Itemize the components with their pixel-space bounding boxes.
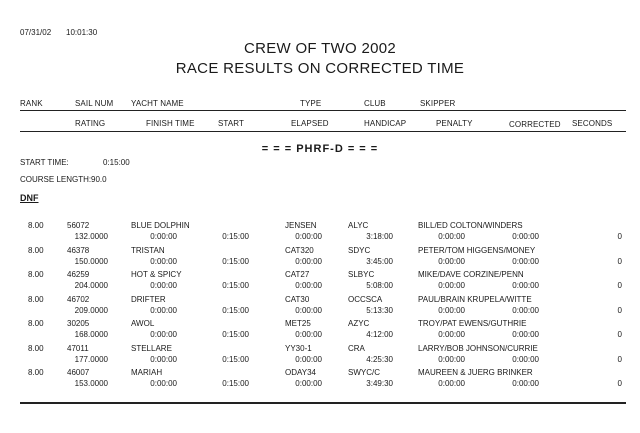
cell-penalty: 0:00:00	[438, 281, 465, 290]
cell-club: CRA	[348, 343, 365, 353]
cell-yacht-name: TRISTAN	[131, 245, 165, 255]
cell-sail-num: 46378	[67, 245, 90, 255]
col-elapsed: ELAPSED	[291, 119, 329, 128]
cell-penalty: 0:00:00	[438, 232, 465, 241]
cell-start: 0:15:00	[222, 305, 249, 315]
cell-elapsed: 0:00:00	[295, 232, 322, 241]
course-length-value: 90.0	[91, 175, 107, 184]
cell-rating: 209.0000	[74, 305, 108, 315]
cell-penalty: 0:00:00	[438, 330, 465, 339]
cell-sail-num: 46007	[67, 368, 90, 377]
cell-corrected: 0:00:00	[512, 281, 539, 290]
cell-handicap: 3:18:00	[366, 232, 393, 241]
col-handicap: HANDICAP	[364, 119, 407, 128]
cell-elapsed: 0:00:00	[295, 354, 322, 364]
cell-club: OCCSCA	[348, 294, 383, 304]
cell-finish-time: 0:00:00	[150, 232, 177, 241]
cell-finish-time: 0:00:00	[150, 379, 177, 388]
col-corrected: CORRECTED	[509, 120, 561, 129]
cell-rank: 8.00	[28, 270, 44, 279]
cell-start: 0:15:00	[222, 256, 249, 266]
cell-club: SLBYC	[348, 270, 375, 279]
col-sail-num: SAIL NUM	[75, 99, 114, 108]
col-finish-time: FINISH TIME	[146, 119, 195, 128]
cell-sail-num: 30205	[67, 319, 90, 328]
col-penalty: PENALTY	[436, 119, 473, 128]
course-length-label: COURSE LENGTH:	[20, 175, 92, 184]
cell-elapsed: 0:00:00	[295, 281, 322, 290]
cell-sail-num: 56072	[67, 221, 90, 230]
cell-finish-time: 0:00:00	[150, 354, 177, 364]
cell-finish-time: 0:00:00	[150, 330, 177, 339]
start-time-value: 0:15:00	[103, 158, 130, 167]
cell-yacht-name: STELLARE	[131, 343, 172, 353]
cell-yacht-name: HOT & SPICY	[131, 270, 182, 279]
cell-handicap: 5:08:00	[366, 281, 393, 290]
cell-start: 0:15:00	[222, 232, 249, 241]
header-rule-1	[20, 110, 626, 111]
cell-skipper: PETER/TOM HIGGENS/MONEY	[418, 245, 536, 255]
cell-type: CAT27	[285, 270, 310, 279]
cell-rank: 8.00	[28, 343, 44, 353]
cell-elapsed: 0:00:00	[295, 379, 322, 388]
cell-club: AZYC	[348, 319, 370, 328]
cell-finish-time: 0:00:00	[150, 281, 177, 290]
cell-corrected: 0:00:00	[512, 379, 539, 388]
cell-yacht-name: DRIFTER	[131, 294, 166, 304]
cell-rating: 150.0000	[74, 256, 108, 266]
col-yacht-name: YACHT NAME	[131, 99, 184, 108]
cell-penalty: 0:00:00	[438, 379, 465, 388]
cell-type: MET25	[285, 319, 311, 328]
cell-handicap: 4:25:30	[366, 354, 393, 364]
cell-handicap: 4:12:00	[366, 330, 393, 339]
col-rating: RATING	[75, 119, 106, 128]
cell-corrected: 0:00:00	[512, 354, 539, 364]
cell-finish-time: 0:00:00	[150, 256, 177, 266]
cell-handicap: 3:49:30	[366, 379, 393, 388]
cell-seconds: 0	[617, 354, 622, 364]
cell-yacht-name: MARIAH	[131, 368, 163, 377]
col-club: CLUB	[364, 99, 386, 108]
cell-sail-num: 47011	[67, 343, 89, 353]
cell-corrected: 0:00:00	[512, 232, 539, 241]
cell-penalty: 0:00:00	[438, 354, 465, 364]
cell-handicap: 5:13:30	[366, 305, 393, 315]
report-subtitle: RACE RESULTS ON CORRECTED TIME	[175, 60, 465, 77]
cell-finish-time: 0:00:00	[150, 305, 177, 315]
cell-skipper: TROY/PAT EWENS/GUTHRIE	[418, 319, 527, 328]
cell-rating: 168.0000	[74, 330, 108, 339]
cell-start: 0:15:00	[222, 379, 249, 388]
col-rank: RANK	[20, 99, 43, 108]
cell-type: JENSEN	[285, 221, 317, 230]
cell-rank: 8.00	[28, 294, 44, 304]
cell-club: SDYC	[348, 245, 371, 255]
col-skipper: SKIPPER	[420, 99, 456, 108]
cell-seconds: 0	[617, 256, 622, 266]
section-heading: = = = PHRF-D = = =	[261, 143, 379, 155]
cell-rank: 8.00	[28, 245, 44, 255]
cell-rank: 8.00	[28, 368, 44, 377]
cell-rank: 8.00	[28, 221, 44, 230]
cell-type: CAT320	[285, 245, 314, 255]
cell-rating: 153.0000	[74, 379, 108, 388]
cell-club: ALYC	[348, 221, 369, 230]
header-rule-2	[20, 131, 626, 132]
cell-start: 0:15:00	[222, 354, 249, 364]
cell-seconds: 0	[617, 232, 622, 241]
col-seconds: SECONDS	[572, 119, 613, 128]
start-time-label: START TIME:	[20, 158, 69, 167]
report-date: 07/31/02	[20, 28, 52, 37]
report-title: CREW OF TWO 2002	[243, 40, 397, 57]
cell-rating: 204.0000	[74, 281, 108, 290]
report-time: 10:01:30	[66, 28, 98, 37]
cell-seconds: 0	[617, 305, 622, 315]
cell-handicap: 3:45:00	[366, 256, 393, 266]
cell-type: YY30-1	[285, 343, 312, 353]
cell-corrected: 0:00:00	[512, 256, 539, 266]
cell-skipper: MIKE/DAVE CORZINE/PENN	[418, 270, 524, 279]
cell-yacht-name: BLUE DOLPHIN	[131, 221, 190, 230]
cell-start: 0:15:00	[222, 281, 249, 290]
cell-sail-num: 46259	[67, 270, 90, 279]
col-type: TYPE	[300, 99, 322, 108]
cell-elapsed: 0:00:00	[295, 305, 322, 315]
footer-rule	[20, 402, 626, 404]
cell-skipper: PAUL/BRAIN KRUPELA/WITTE	[418, 294, 532, 304]
cell-skipper: MAUREEN & JUERG BRINKER	[418, 368, 533, 377]
cell-club: SWYC/C	[348, 368, 380, 377]
cell-corrected: 0:00:00	[512, 305, 539, 315]
cell-seconds: 0	[617, 330, 622, 339]
cell-yacht-name: AWOL	[131, 319, 155, 328]
group-label-dnf: DNF	[20, 193, 39, 203]
cell-elapsed: 0:00:00	[295, 330, 322, 339]
cell-corrected: 0:00:00	[512, 330, 539, 339]
cell-skipper: BILL/ED COLTON/WINDERS	[418, 221, 523, 230]
cell-elapsed: 0:00:00	[295, 256, 322, 266]
cell-sail-num: 46702	[67, 294, 90, 304]
cell-penalty: 0:00:00	[438, 305, 465, 315]
cell-rating: 132.0000	[74, 232, 108, 241]
cell-seconds: 0	[617, 281, 622, 290]
cell-penalty: 0:00:00	[438, 256, 465, 266]
cell-type: ODAY34	[285, 368, 316, 377]
col-start: START	[218, 119, 244, 128]
cell-type: CAT30	[285, 294, 310, 304]
cell-rating: 177.0000	[74, 354, 108, 364]
cell-seconds: 0	[617, 379, 622, 388]
cell-rank: 8.00	[28, 319, 44, 328]
cell-skipper: LARRY/BOB JOHNSON/CURRIE	[418, 343, 538, 353]
cell-start: 0:15:00	[222, 330, 249, 339]
